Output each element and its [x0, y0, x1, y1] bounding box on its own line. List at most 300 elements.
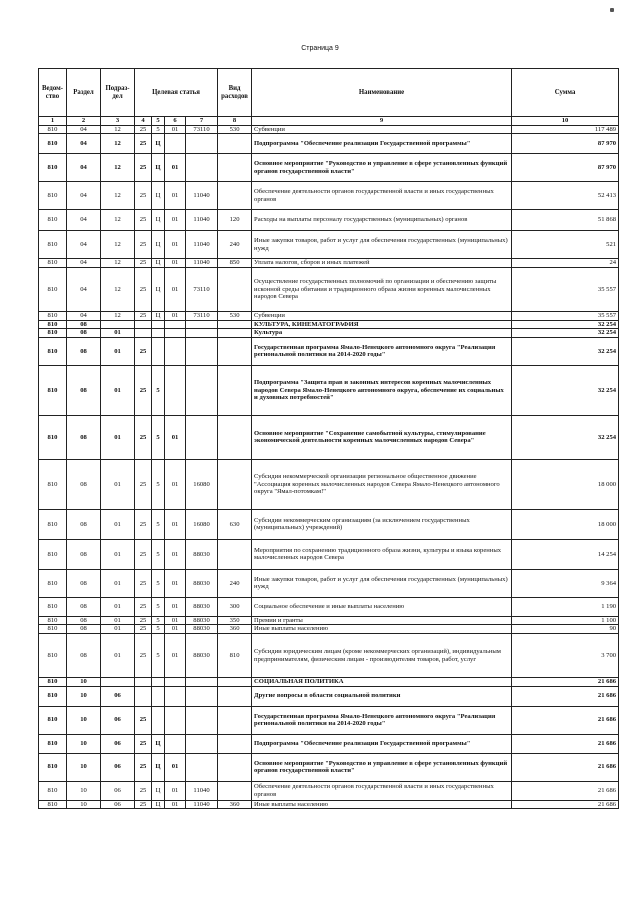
direction-cell: 16080 [186, 509, 218, 539]
table-row [39, 125, 619, 134]
table-row [39, 597, 619, 616]
subprogram-cell: Ц [152, 134, 165, 154]
vedomstvo-cell: 810 [39, 706, 67, 734]
table-row [39, 686, 619, 706]
column-number-row [39, 117, 619, 126]
razdel-cell: 08 [67, 625, 101, 634]
event-cell: 01 [165, 231, 186, 259]
razdel-cell: 08 [67, 337, 101, 365]
header-podrazdel: Подраз-дел [101, 69, 135, 117]
vedomstvo-cell: 810 [39, 154, 67, 182]
razdel-cell: 08 [67, 509, 101, 539]
sum-cell: 117 489 [512, 125, 619, 134]
direction-cell [186, 329, 218, 338]
program-cell: 25 [135, 210, 152, 231]
table-row [39, 365, 619, 415]
razdel-cell: 04 [67, 210, 101, 231]
table-row [39, 329, 619, 338]
vedomstvo-cell: 810 [39, 734, 67, 753]
vedomstvo-cell: 810 [39, 539, 67, 569]
event-cell: 01 [165, 509, 186, 539]
program-cell: 25 [135, 634, 152, 678]
name-cell: Иные выплаты населению [252, 800, 512, 809]
name-cell: Основное мероприятие "Руководство и управление в сфере установленных функций органов государственной власти" [252, 753, 512, 781]
subprogram-cell: Ц [152, 231, 165, 259]
event-cell [165, 734, 186, 753]
table-row [39, 231, 619, 259]
table-row [39, 678, 619, 687]
name-cell: Подпрограмма "Защита прав и законных интересов коренных малочисленных народов Севера Ямало-Ненецкого автономного округа, обеспечение их социальных и духовных потребностей" [252, 365, 512, 415]
subprogram-cell: 5 [152, 634, 165, 678]
podrazdel-cell: 06 [101, 781, 135, 800]
sum-cell: 21 686 [512, 706, 619, 734]
table-row [39, 210, 619, 231]
podrazdel-cell: 01 [101, 509, 135, 539]
vid-cell [218, 753, 252, 781]
subprogram-cell: Ц [152, 800, 165, 809]
sum-cell: 87 970 [512, 154, 619, 182]
vedomstvo-cell: 810 [39, 337, 67, 365]
program-cell: 25 [135, 569, 152, 597]
table-row [39, 154, 619, 182]
event-cell: 01 [165, 259, 186, 268]
subprogram-cell: Ц [152, 734, 165, 753]
razdel-cell: 10 [67, 734, 101, 753]
program-cell: 25 [135, 800, 152, 809]
vid-cell: 530 [218, 125, 252, 134]
direction-cell: 73110 [186, 125, 218, 134]
podrazdel-cell: 06 [101, 753, 135, 781]
vid-cell [218, 268, 252, 312]
column-number: 6 [165, 117, 186, 126]
vid-cell [218, 329, 252, 338]
subprogram-cell [152, 706, 165, 734]
program-cell: 25 [135, 231, 152, 259]
event-cell [165, 678, 186, 687]
table-row [39, 415, 619, 459]
subprogram-cell [152, 686, 165, 706]
vid-cell [218, 182, 252, 210]
podrazdel-cell: 12 [101, 231, 135, 259]
table-row [39, 800, 619, 809]
vedomstvo-cell: 810 [39, 268, 67, 312]
razdel-cell: 04 [67, 268, 101, 312]
program-cell: 25 [135, 154, 152, 182]
podrazdel-cell [101, 678, 135, 687]
column-number: 1 [39, 117, 67, 126]
vid-cell: 240 [218, 569, 252, 597]
vedomstvo-cell: 810 [39, 616, 67, 625]
vid-cell: 530 [218, 312, 252, 321]
event-cell [165, 134, 186, 154]
subprogram-cell: Ц [152, 312, 165, 321]
page-label: Страница 9 [301, 45, 339, 52]
podrazdel-cell: 12 [101, 134, 135, 154]
direction-cell [186, 678, 218, 687]
name-cell: Субвенции [252, 125, 512, 134]
name-cell: Другие вопросы в области социальной политики [252, 686, 512, 706]
header-row [39, 69, 619, 117]
vedomstvo-cell: 810 [39, 231, 67, 259]
razdel-cell: 08 [67, 459, 101, 509]
name-cell: Основное мероприятие "Руководство и управление в сфере установленных функций органов государственной власти" [252, 154, 512, 182]
table-row [39, 312, 619, 321]
program-cell: 25 [135, 781, 152, 800]
razdel-cell: 10 [67, 753, 101, 781]
program-cell: 25 [135, 753, 152, 781]
podrazdel-cell: 01 [101, 329, 135, 338]
razdel-cell: 04 [67, 182, 101, 210]
vid-cell [218, 781, 252, 800]
vid-cell: 360 [218, 625, 252, 634]
direction-cell: 88030 [186, 569, 218, 597]
program-cell: 25 [135, 337, 152, 365]
sum-cell: 35 557 [512, 312, 619, 321]
name-cell: Культура [252, 329, 512, 338]
table-row [39, 337, 619, 365]
header-vid-rashodov: Вид расходов [218, 69, 252, 117]
direction-cell: 11040 [186, 781, 218, 800]
name-cell: Государственная программа Ямало-Ненецкого автономного округа "Реализация региональной политики на 2014-2020 годы" [252, 337, 512, 365]
name-cell: Мероприятия по сохранению традиционного образа жизни, культуры и языка коренных малочисленных народов Севера [252, 539, 512, 569]
column-number: 5 [152, 117, 165, 126]
event-cell: 01 [165, 312, 186, 321]
vedomstvo-cell: 810 [39, 415, 67, 459]
sum-cell: 32 254 [512, 329, 619, 338]
program-cell: 25 [135, 415, 152, 459]
vedomstvo-cell: 810 [39, 365, 67, 415]
vedomstvo-cell: 810 [39, 509, 67, 539]
name-cell: Расходы на выплаты персоналу государственных (муниципальных) органов [252, 210, 512, 231]
razdel-cell: 10 [67, 781, 101, 800]
vedomstvo-cell: 810 [39, 329, 67, 338]
table-body [39, 117, 619, 809]
vedomstvo-cell: 810 [39, 259, 67, 268]
table-row [39, 625, 619, 634]
subprogram-cell: 5 [152, 597, 165, 616]
table-row [39, 734, 619, 753]
name-cell: Уплата налогов, сборов и иных платежей [252, 259, 512, 268]
podrazdel-cell: 01 [101, 539, 135, 569]
razdel-cell: 10 [67, 800, 101, 809]
direction-cell: 88030 [186, 616, 218, 625]
name-cell: Субсидия некоммерческой организации региональное общественное движение "Ассоциация коренных малочисленных народов Севера Ямало-Ненецкого автономного округа "Ямал-потомкам!" [252, 459, 512, 509]
vedomstvo-cell: 810 [39, 678, 67, 687]
vid-cell [218, 154, 252, 182]
vid-cell [218, 134, 252, 154]
program-cell: 25 [135, 459, 152, 509]
program-cell: 25 [135, 539, 152, 569]
subprogram-cell [152, 320, 165, 329]
vedomstvo-cell: 810 [39, 459, 67, 509]
podrazdel-cell: 06 [101, 734, 135, 753]
program-cell: 25 [135, 616, 152, 625]
event-cell: 01 [165, 154, 186, 182]
direction-cell: 11040 [186, 259, 218, 268]
program-cell [135, 320, 152, 329]
subprogram-cell: Ц [152, 753, 165, 781]
sum-cell: 32 254 [512, 365, 619, 415]
direction-cell [186, 734, 218, 753]
event-cell: 01 [165, 268, 186, 312]
program-cell: 25 [135, 365, 152, 415]
razdel-cell: 04 [67, 231, 101, 259]
name-cell: Социальное обеспечение и иные выплаты населению [252, 597, 512, 616]
table-row [39, 268, 619, 312]
program-cell: 25 [135, 125, 152, 134]
program-cell: 25 [135, 312, 152, 321]
vedomstvo-cell: 810 [39, 800, 67, 809]
razdel-cell: 08 [67, 329, 101, 338]
podrazdel-cell [101, 320, 135, 329]
direction-cell: 11040 [186, 210, 218, 231]
event-cell: 01 [165, 781, 186, 800]
podrazdel-cell: 12 [101, 182, 135, 210]
direction-cell: 73110 [186, 268, 218, 312]
name-cell: Осуществление государственных полномочий по организации и обеспечению защиты исконной среды обитания и традиционного образа жизни коренных малочисленных народов Севера [252, 268, 512, 312]
sum-cell: 21 686 [512, 678, 619, 687]
direction-cell [186, 337, 218, 365]
vid-cell [218, 539, 252, 569]
vedomstvo-cell: 810 [39, 625, 67, 634]
header-vedomstvo: Ведом-ство [39, 69, 67, 117]
subprogram-cell: 5 [152, 125, 165, 134]
column-number: 3 [101, 117, 135, 126]
name-cell: Иные выплаты населению [252, 625, 512, 634]
event-cell: 01 [165, 634, 186, 678]
table-row [39, 569, 619, 597]
direction-cell [186, 134, 218, 154]
sum-cell: 24 [512, 259, 619, 268]
vedomstvo-cell: 810 [39, 210, 67, 231]
vid-cell: 360 [218, 800, 252, 809]
vedomstvo-cell: 810 [39, 597, 67, 616]
sum-cell: 32 254 [512, 415, 619, 459]
podrazdel-cell: 06 [101, 800, 135, 809]
vid-cell [218, 320, 252, 329]
razdel-cell: 08 [67, 365, 101, 415]
program-cell: 25 [135, 706, 152, 734]
event-cell: 01 [165, 459, 186, 509]
table-row [39, 753, 619, 781]
name-cell: Подпрограмма "Обеспечение реализации Государственной программы" [252, 734, 512, 753]
vedomstvo-cell: 810 [39, 569, 67, 597]
vid-cell: 300 [218, 597, 252, 616]
table-row [39, 634, 619, 678]
razdel-cell: 04 [67, 312, 101, 321]
direction-cell: 73110 [186, 312, 218, 321]
razdel-cell: 04 [67, 259, 101, 268]
name-cell: Обеспечение деятельности органов государственной власти и иных государственных органов [252, 781, 512, 800]
name-cell: Обеспечение деятельности органов государственной власти и иных государственных органов [252, 182, 512, 210]
sum-cell: 21 686 [512, 686, 619, 706]
event-cell: 01 [165, 569, 186, 597]
vid-cell [218, 337, 252, 365]
direction-cell [186, 415, 218, 459]
header-celevaya-statya: Целевая статья [135, 69, 218, 117]
podrazdel-cell: 01 [101, 337, 135, 365]
sum-cell: 1 190 [512, 597, 619, 616]
vid-cell: 240 [218, 231, 252, 259]
name-cell: Подпрограмма "Обеспечение реализации Государственной программы" [252, 134, 512, 154]
sum-cell: 9 364 [512, 569, 619, 597]
event-cell [165, 706, 186, 734]
vid-cell [218, 365, 252, 415]
sum-cell: 21 686 [512, 734, 619, 753]
podrazdel-cell: 01 [101, 625, 135, 634]
direction-cell [186, 365, 218, 415]
vid-cell [218, 686, 252, 706]
header-summa: Сумма [512, 69, 619, 117]
subprogram-cell: 5 [152, 539, 165, 569]
direction-cell [186, 154, 218, 182]
vid-cell: 120 [218, 210, 252, 231]
direction-cell: 88030 [186, 625, 218, 634]
column-number: 9 [252, 117, 512, 126]
table-row [39, 539, 619, 569]
razdel-cell: 08 [67, 320, 101, 329]
sum-cell: 21 686 [512, 753, 619, 781]
vedomstvo-cell: 810 [39, 320, 67, 329]
podrazdel-cell: 01 [101, 415, 135, 459]
sum-cell: 90 [512, 625, 619, 634]
vedomstvo-cell: 810 [39, 134, 67, 154]
vid-cell: 850 [218, 259, 252, 268]
event-cell [165, 320, 186, 329]
razdel-cell: 10 [67, 686, 101, 706]
podrazdel-cell: 12 [101, 312, 135, 321]
direction-cell: 11040 [186, 800, 218, 809]
vid-cell [218, 706, 252, 734]
subprogram-cell: Ц [152, 781, 165, 800]
podrazdel-cell: 12 [101, 125, 135, 134]
subprogram-cell: Ц [152, 210, 165, 231]
podrazdel-cell: 01 [101, 569, 135, 597]
vedomstvo-cell: 810 [39, 634, 67, 678]
program-cell: 25 [135, 625, 152, 634]
table-row [39, 706, 619, 734]
vid-cell [218, 415, 252, 459]
sum-cell: 32 254 [512, 320, 619, 329]
event-cell: 01 [165, 625, 186, 634]
vedomstvo-cell: 810 [39, 125, 67, 134]
program-cell: 25 [135, 509, 152, 539]
vedomstvo-cell: 810 [39, 781, 67, 800]
event-cell [165, 329, 186, 338]
name-cell: Иные закупки товаров, работ и услуг для обеспечения государственных (муниципальных) нужд [252, 569, 512, 597]
header-razdel: Раздел [67, 69, 101, 117]
sum-cell: 3 700 [512, 634, 619, 678]
name-cell: Субвенции [252, 312, 512, 321]
vid-cell: 630 [218, 509, 252, 539]
direction-cell: 11040 [186, 182, 218, 210]
vedomstvo-cell: 810 [39, 686, 67, 706]
podrazdel-cell: 06 [101, 686, 135, 706]
scan-mark [610, 8, 614, 12]
sum-cell: 21 686 [512, 800, 619, 809]
subprogram-cell: 5 [152, 415, 165, 459]
razdel-cell: 08 [67, 616, 101, 625]
direction-cell: 16080 [186, 459, 218, 509]
sum-cell: 32 254 [512, 337, 619, 365]
name-cell: Премии и гранты [252, 616, 512, 625]
podrazdel-cell: 12 [101, 210, 135, 231]
sum-cell: 1 100 [512, 616, 619, 625]
sum-cell: 52 413 [512, 182, 619, 210]
table-row [39, 182, 619, 210]
podrazdel-cell: 12 [101, 154, 135, 182]
table-row [39, 320, 619, 329]
column-number: 8 [218, 117, 252, 126]
name-cell: КУЛЬТУРА, КИНЕМАТОГРАФИЯ [252, 320, 512, 329]
podrazdel-cell: 01 [101, 459, 135, 509]
event-cell: 01 [165, 125, 186, 134]
subprogram-cell [152, 329, 165, 338]
razdel-cell: 10 [67, 706, 101, 734]
program-cell [135, 678, 152, 687]
subprogram-cell: Ц [152, 182, 165, 210]
razdel-cell: 08 [67, 597, 101, 616]
direction-cell [186, 753, 218, 781]
table-row [39, 259, 619, 268]
name-cell: Основное мероприятие "Сохранение самобытной культуры, стимулирование экономической деятельности коренных малочисленных народов Севера" [252, 415, 512, 459]
subprogram-cell: 5 [152, 459, 165, 509]
sum-cell: 51 868 [512, 210, 619, 231]
event-cell: 01 [165, 210, 186, 231]
table-row [39, 459, 619, 509]
table-row [39, 509, 619, 539]
razdel-cell: 08 [67, 569, 101, 597]
podrazdel-cell: 06 [101, 706, 135, 734]
sum-cell: 18 000 [512, 459, 619, 509]
program-cell: 25 [135, 268, 152, 312]
vid-cell [218, 678, 252, 687]
podrazdel-cell: 12 [101, 268, 135, 312]
event-cell [165, 365, 186, 415]
vid-cell [218, 459, 252, 509]
direction-cell [186, 686, 218, 706]
sum-cell: 18 000 [512, 509, 619, 539]
sum-cell: 521 [512, 231, 619, 259]
razdel-cell: 04 [67, 154, 101, 182]
event-cell [165, 337, 186, 365]
razdel-cell: 08 [67, 634, 101, 678]
column-number: 10 [512, 117, 619, 126]
podrazdel-cell: 01 [101, 597, 135, 616]
vid-cell: 350 [218, 616, 252, 625]
razdel-cell: 08 [67, 539, 101, 569]
razdel-cell: 08 [67, 415, 101, 459]
name-cell: Субсидии некоммерческим организациям (за исключением государственных (муниципальных) учреждений) [252, 509, 512, 539]
event-cell: 01 [165, 539, 186, 569]
program-cell: 25 [135, 259, 152, 268]
direction-cell [186, 320, 218, 329]
table-row [39, 616, 619, 625]
vedomstvo-cell: 810 [39, 312, 67, 321]
name-cell: Субсидии юридическим лицам (кроме некоммерческих организаций), индивидуальным предпринимателям, физическим лицам - производителям товаров, работ, услуг [252, 634, 512, 678]
subprogram-cell [152, 337, 165, 365]
column-number: 7 [186, 117, 218, 126]
subprogram-cell: 5 [152, 616, 165, 625]
event-cell: 01 [165, 800, 186, 809]
program-cell: 25 [135, 734, 152, 753]
direction-cell: 88030 [186, 539, 218, 569]
program-cell: 25 [135, 597, 152, 616]
direction-cell: 88030 [186, 634, 218, 678]
column-number: 2 [67, 117, 101, 126]
sum-cell: 14 254 [512, 539, 619, 569]
subprogram-cell [152, 678, 165, 687]
